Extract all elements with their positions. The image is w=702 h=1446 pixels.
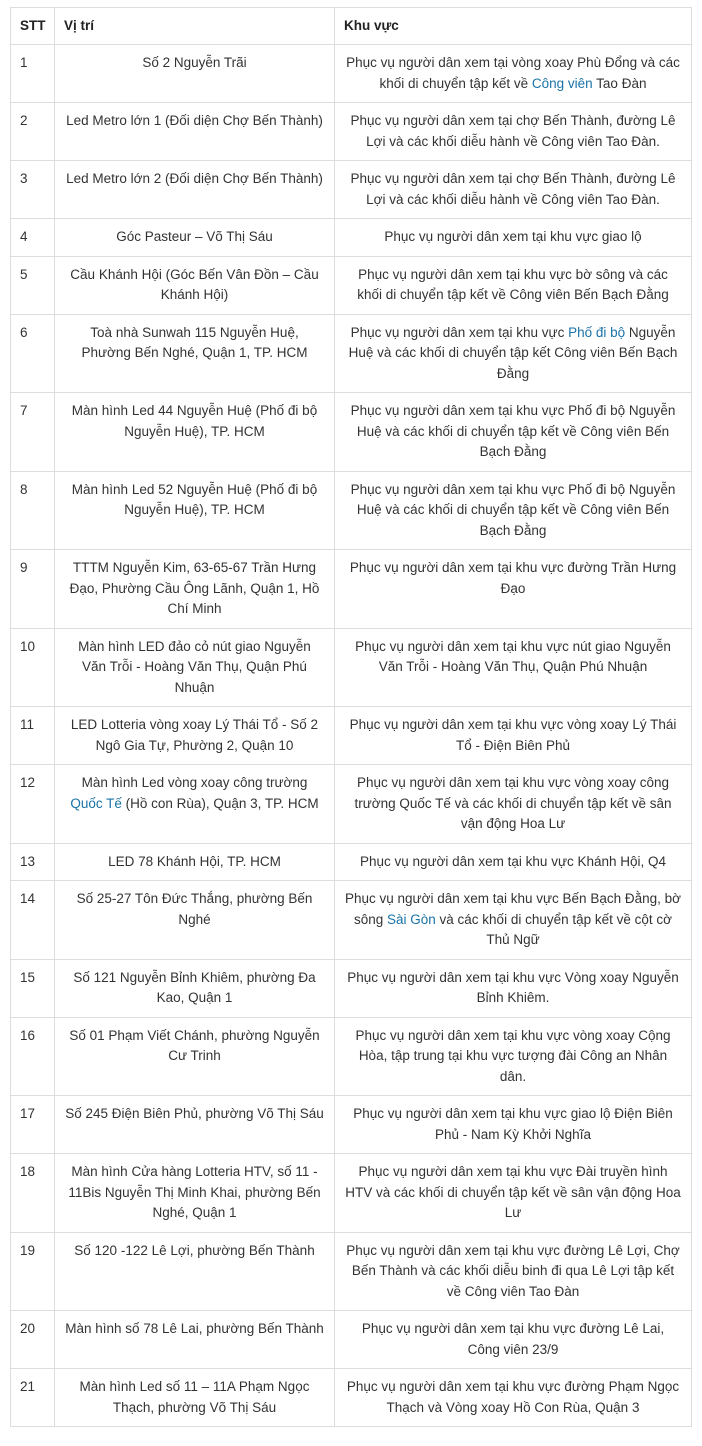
cell-location: LED Lotteria vòng xoay Lý Thái Tổ - Số 2 Ngô Gia Tự, Phường 2, Quận 10 [55, 707, 335, 765]
area-text: Phục vụ người dân xem tại vòng xoay Phù Đổng và các khối di chuyển tập kết về [346, 55, 680, 91]
cell-stt: 12 [11, 765, 55, 844]
cell-area [335, 707, 692, 765]
location-link[interactable]: Quốc Tế [70, 795, 122, 811]
cell-area [335, 959, 692, 1017]
cell-area [335, 1096, 692, 1154]
area-text: Phục vụ người dân xem tại chợ Bến Thành, đường Lê Lợi và các khối diễu hành về Công viên Tao Đàn. [350, 113, 676, 149]
cell-location: Màn hình Led 52 Nguyễn Huệ (Phố đi bộ Nguyễn Huệ), TP. HCM [55, 471, 335, 550]
location-text: Màn hình Led vòng xoay công trường [81, 775, 308, 790]
cell-area [335, 1232, 692, 1311]
table-row [11, 471, 692, 550]
area-text: Phục vụ người dân xem tại khu vực Phố đi bộ Nguyễn Huệ và các khối di chuyển tập kết về Công viên Bến Bạch Đằng [350, 481, 676, 538]
area-text: Tao Đàn [592, 75, 647, 91]
cell-stt: 15 [11, 959, 55, 1017]
cell-stt: 8 [11, 471, 55, 550]
cell-area [335, 256, 692, 314]
cell-location: LED 78 Khánh Hội, TP. HCM [55, 843, 335, 881]
table-row [11, 1154, 692, 1233]
table-row [11, 219, 692, 257]
area-text: Phục vụ người dân xem tại khu vực Đài truyền hình HTV và các khối di chuyển tập kết về sân vận động Hoa Lư [345, 1164, 681, 1220]
cell-stt: 7 [11, 393, 55, 472]
location-text: (Hồ con Rùa), Quận 3, TP. HCM [121, 795, 319, 811]
cell-stt: 18 [11, 1154, 55, 1233]
area-link[interactable]: Phố đi bộ [568, 324, 626, 340]
table-row [11, 1232, 692, 1311]
cell-stt: 21 [11, 1369, 55, 1427]
cell-stt: 6 [11, 314, 55, 393]
area-text: Phục vụ người dân xem tại khu vực giao lộ Điện Biên Phủ - Nam Kỳ Khởi Nghĩa [353, 1106, 673, 1142]
table-row [11, 550, 692, 629]
cell-area [335, 765, 692, 844]
area-text: Phục vụ người dân xem tại khu vực Khánh Hội, Q4 [359, 853, 667, 869]
cell-location: Số 120 -122 Lê Lợi, phường Bến Thành [55, 1232, 335, 1311]
cell-area [335, 1311, 692, 1369]
cell-area [335, 1154, 692, 1233]
cell-area [335, 161, 692, 219]
screens-table [10, 7, 692, 1427]
header-stt: STT [11, 8, 55, 45]
table-row [11, 1369, 692, 1427]
table-row [11, 1311, 692, 1369]
cell-location: Led Metro lớn 2 (Đối diện Chợ Bến Thành) [55, 161, 335, 219]
cell-stt: 11 [11, 707, 55, 765]
cell-location: TTTM Nguyễn Kim, 63-65-67 Trần Hưng Đạo, Phường Cầu Ông Lãnh, Quận 1, Hồ Chí Minh [55, 550, 335, 629]
cell-location: Màn hình Led 44 Nguyễn Huệ (Phố đi bộ Nguyễn Huệ), TP. HCM [55, 393, 335, 472]
table-row [11, 256, 692, 314]
area-text: Phục vụ người dân xem tại khu vực bờ sông và các khối di chuyển tập kết về Công viên Bến Bạch Đằng [357, 266, 669, 302]
area-text: Phục vụ người dân xem tại khu vực Bến Bạch Đằng, bờ sông [345, 891, 681, 927]
cell-area [335, 219, 692, 257]
screens-table-container [10, 7, 691, 1427]
table-row [11, 1017, 692, 1096]
table-row [11, 161, 692, 219]
table-row [11, 628, 692, 707]
cell-area [335, 843, 692, 881]
cell-location: Số 245 Điện Biên Phủ, phường Võ Thị Sáu [55, 1096, 335, 1154]
table-row [11, 959, 692, 1017]
cell-stt: 10 [11, 628, 55, 707]
area-text: Phục vụ người dân xem tại chợ Bến Thành, đường Lê Lợi và các khối diễu hành về Công viên Tao Đàn. [350, 171, 676, 207]
area-text: Phục vụ người dân xem tại khu vực đường Lê Lợi, Chợ Bến Thành và các khối diễu binh đi qua Lê Lợi tập kết về Công viên Tao Đàn [346, 1242, 680, 1299]
cell-location: Màn hình LED đảo cỏ nút giao Nguyễn Văn Trỗi - Hoàng Văn Thụ, Quận Phú Nhuận [55, 628, 335, 707]
table-row [11, 707, 692, 765]
cell-location: Số 121 Nguyễn Bỉnh Khiêm, phường Đa Kao, Quận 1 [55, 959, 335, 1017]
cell-location: Màn hình Led số 11 – 11A Phạm Ngọc Thạch, phường Võ Thị Sáu [55, 1369, 335, 1427]
cell-stt: 20 [11, 1311, 55, 1369]
cell-stt: 1 [11, 45, 55, 103]
table-row [11, 765, 692, 844]
cell-area [335, 393, 692, 472]
table-row [11, 843, 692, 881]
area-text: Phục vụ người dân xem tại khu vực [350, 324, 569, 340]
cell-stt: 4 [11, 219, 55, 257]
cell-location: Số 25-27 Tôn Đức Thắng, phường Bến Nghé [55, 881, 335, 960]
table-row [11, 103, 692, 161]
cell-stt: 9 [11, 550, 55, 629]
area-text: Phục vụ người dân xem tại khu vực nút giao Nguyễn Văn Trỗi - Hoàng Văn Thụ, Quận Phú Nhuận [355, 638, 671, 674]
cell-area [335, 314, 692, 393]
cell-stt: 19 [11, 1232, 55, 1311]
cell-stt: 16 [11, 1017, 55, 1096]
area-text: Phục vụ người dân xem tại khu vực Vòng xoay Nguyễn Bỉnh Khiêm. [347, 969, 679, 1005]
area-text: Phục vụ người dân xem tại khu vực vòng xoay Lý Thái Tổ - Điện Biên Phủ [349, 717, 677, 753]
header-location: Vị trí [55, 8, 335, 45]
table-header-row [11, 8, 692, 45]
cell-area [335, 45, 692, 103]
cell-stt: 13 [11, 843, 55, 881]
area-link[interactable]: Sài Gòn [387, 911, 436, 927]
area-text: và các khối di chuyển tập kết về cột cờ Thủ Ngữ [435, 911, 673, 947]
area-text: Phục vụ người dân xem tại khu vực Phố đi bộ Nguyễn Huệ và các khối di chuyển tập kết về Công viên Bến Bạch Đằng [350, 403, 676, 459]
cell-location: Led Metro lớn 1 (Đối diện Chợ Bến Thành) [55, 103, 335, 161]
table-row [11, 314, 692, 393]
table-row [11, 1096, 692, 1154]
cell-area [335, 1017, 692, 1096]
table-row [11, 881, 692, 960]
cell-location: Toà nhà Sunwah 115 Nguyễn Huệ, Phường Bến Nghé, Quận 1, TP. HCM [55, 314, 335, 393]
area-text: Phục vụ người dân xem tại khu vực vòng xoay công trường Quốc Tế và các khối di chuyển tập kết về sân vận động Hoa Lư [354, 775, 672, 831]
cell-area [335, 1369, 692, 1427]
cell-stt: 2 [11, 103, 55, 161]
table-body [11, 45, 692, 1427]
cell-location: Số 2 Nguyễn Trãi [55, 45, 335, 103]
cell-location: Màn hình số 78 Lê Lai, phường Bến Thành [55, 1311, 335, 1369]
area-text: Phục vụ người dân xem tại khu vực vòng xoay Cộng Hòa, tập trung tại khu vực tượng đài Công an Nhân dân. [355, 1027, 671, 1084]
area-text: Phục vụ người dân xem tại khu vực đường Trần Hưng Đạo [349, 560, 677, 596]
area-text: Phục vụ người dân xem tại khu vực giao lộ [384, 229, 642, 244]
cell-location: Góc Pasteur – Võ Thị Sáu [55, 219, 335, 257]
table-row [11, 393, 692, 472]
area-text: Nguyễn Huệ và các khối di chuyển tập kết Công viên Bến Bạch Đằng [348, 324, 678, 381]
table-row [11, 45, 692, 103]
cell-area [335, 471, 692, 550]
cell-stt: 17 [11, 1096, 55, 1154]
cell-location: Cầu Khánh Hội (Góc Bến Vân Đồn – Cầu Khánh Hội) [55, 256, 335, 314]
area-text: Phục vụ người dân xem tại khu vực đường Lê Lai, Công viên 23/9 [361, 1321, 665, 1357]
cell-location: Màn hình Cửa hàng Lotteria HTV, số 11 - 11Bis Nguyễn Thị Minh Khai, phường Bến Nghé, Quận 1 [55, 1154, 335, 1233]
area-link[interactable]: Công viên [531, 75, 593, 91]
area-text: Phục vụ người dân xem tại khu vực đường Phạm Ngọc Thạch và Vòng xoay Hồ Con Rùa, Quận 3 [346, 1379, 680, 1415]
cell-stt: 14 [11, 881, 55, 960]
cell-location [55, 765, 335, 844]
cell-area [335, 881, 692, 960]
cell-area [335, 628, 692, 707]
cell-stt: 5 [11, 256, 55, 314]
header-area: Khu vực [335, 8, 692, 45]
cell-location: Số 01 Phạm Viết Chánh, phường Nguyễn Cư Trinh [55, 1017, 335, 1096]
cell-area [335, 103, 692, 161]
cell-area [335, 550, 692, 629]
cell-stt: 3 [11, 161, 55, 219]
